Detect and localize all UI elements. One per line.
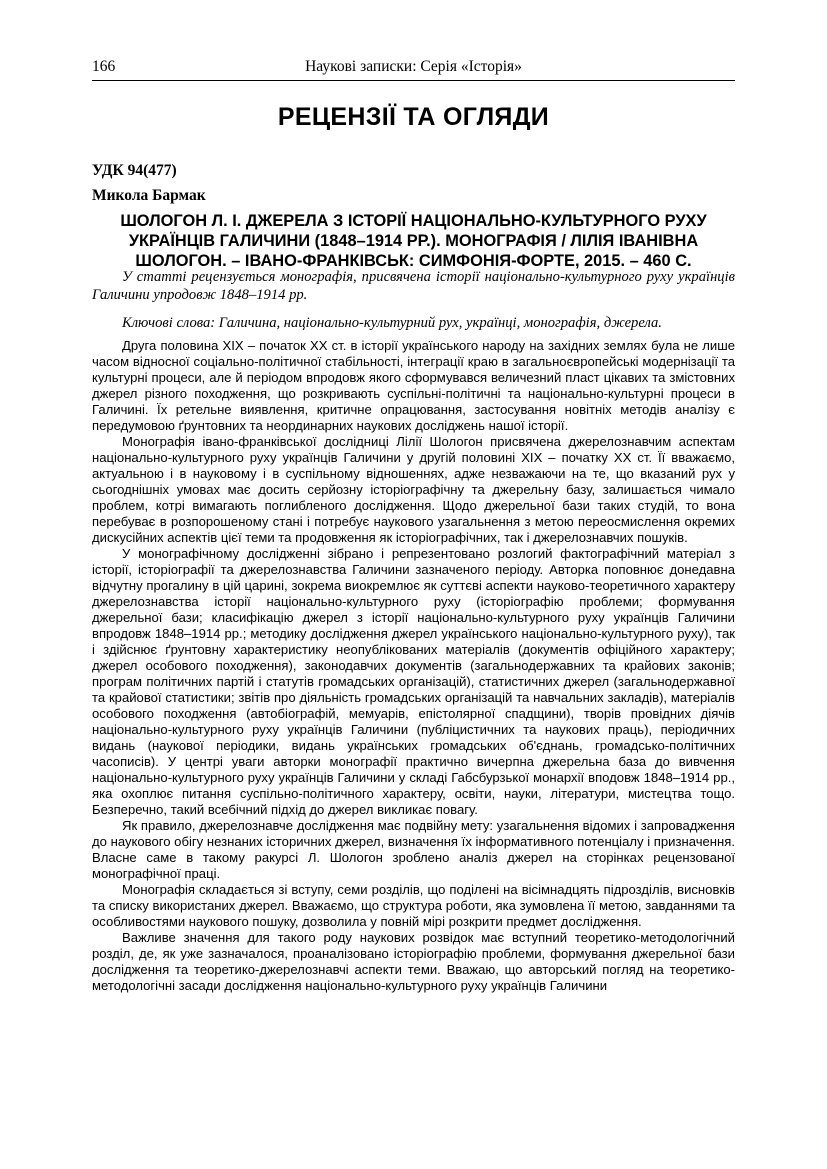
udk-code: УДК 94(477) (92, 162, 177, 179)
section-title: РЕЦЕНЗІЇ ТА ОГЛЯДИ (277, 103, 550, 131)
body-paragraph: Важливе значення для такого роду наукових розвідок має вступний теоретико-методологічний розділ, де, як уже зазначалося, проаналізовано історіографію проблеми, формування джерельної бази дослідження та теоретико-джерелознавчі аспекти теми. Вважаю, що авторський погляд на теоретико-методологічні засади дослідження національно-культурного руху українців Галичини (92, 930, 735, 993)
page-number: 166 (92, 58, 116, 75)
body-paragraph: У монографічному дослідженні зібрано і репрезентовано розлогий фактографічний матеріал з історії, історіографії та джерелознавства Галичини зазначеного періоду. Авторка поповнює донедавна відчутну прогалину в цій царині, зокрема виокремлює як суттєві аспекти науково-теоретичного характеру джерелознавства історії національно-культурного руху (історіографію проблеми; формування джерельної бази; класифікацію джерел з історії національно-культурного руху українців Галичини впродовж 1848–1914 рр.; методику дослідження джерел українського національно-культурного руху), так і здійснює ґрунтовну характеристику неопублікованих матеріалів (документів офіційного характеру; джерел особового походження), законодавчих документів (загальнодержавних та крайових законів; програм політичних партій і статутів громадських організацій), статистичних джерел (загальнодержавної та крайової статистики; звітів про діяльність громадських організацій та навчальних закладів), матеріалів особового походження (автобіографій, мемуарів, епістолярної спадщини), творів провідних діячів національно-культурного руху українців Галичини (публіцистичних та наукових праць), періодичних видань (наукової періодики, видань українських громадських об'єднань, громадсько-політичних часописів). У центрі уваги авторки монографії практично вичерпна джерельна база до вивчення національно-культурного руху українців Галичини у складі Габсбурзької монархії вподовж 1848–1914 рр., яка охоплює питання суспільно-політичного характеру, освіти, науки, літератури, мистецтва тощо. Безперечно, такий всебічний підхід до джерел викликає повагу. (92, 546, 735, 817)
author-name: Микола Бармак (92, 187, 206, 204)
journal-title: Наукові записки: Серія «Історія» (305, 58, 522, 75)
abstract: У статті рецензується монографія, присвячена історії національно-культурного руху українців Галичини упродовж 1848–1914 рр. (92, 269, 735, 303)
body-paragraph: Друга половина XIX – початок XX ст. в історії українського народу на західних землях була не лише часом відносної соціально-політичної стабільності, інтеграції краю в загальноєвропейські модернізації та культурні процеси, але й періодом впродовж якого сформувався величезний пласт цікавих та змістовних джерел різного походження, що розкривають суспільні-політичні та національно-культурні процеси в Галичині. Їх ретельне виявлення, критичне опрацювання, застосування новітніх методів аналізу є передумовою ґрунтовних та неординарних наукових досліджень нашої історії. (92, 338, 735, 433)
body-paragraph: Монографія івано-франківської дослідниці Лілії Шологон присвячена джерелознавчим аспектам національно-культурного руху українців Галичини у другій половині XIX – початку XX ст. Її вважаємо, актуальною і в науковому і в суспільному відношеннях, адже незважаючи на те, що вказаний рух у сьогоднішніх умовах має досить серйозну історіографічну та джерельну базу, залишається чимало проблем, котрі вимагають поглибленого дослідження. Щодо джерельної бази таких студій, то вона перебуває в розпорошеному стані і потребує наукового узагальнення з метою переосмислення окремих дискусійних аспектів цієї теми та продовження як історіографічних, так і джерелознавчих пошуків. (92, 434, 735, 545)
body-paragraph: Монографія складається зі вступу, семи розділів, що поділені на вісімнадцять підрозділів, висновків та списку використаних джерел. Вважаємо, що структура роботи, яка зумовлена її метою, завданнями та особливостями наукового пошуку, дозволила у повній мірі розкрити предмет дослідження. (92, 882, 735, 929)
article-title: ШОЛОГОН Л. І. ДЖЕРЕЛА З ІСТОРІЇ НАЦІОНАЛЬНО-КУЛЬТУРНОГО РУХУ УКРАЇНЦІВ ГАЛИЧИНИ (1848–1914 РР.). МОНОГРАФІЯ / ЛІЛІЯ ІВАНІВНА ШОЛОГОН. – ІВАНО-ФРАНКІВСЬК: СИМФОНІЯ-ФОРТЕ, 2015. – 460 С. (120, 212, 707, 270)
article-body (92, 338, 735, 994)
header-rule (92, 80, 735, 81)
keywords: Ключові слова: Галичина, національно-культурний рух, українці, монографія, джерела. (122, 315, 662, 331)
body-paragraph: Як правило, джерелознавче дослідження має подвійну мету: узагальнення відомих і запровадження до наукового обігу незнаних історичних джерел, визначення їх інформативного потенціалу і призначення. Власне саме в такому ракурсі Л. Шологон зроблено аналіз джерел на сторінках рецензованої монографічної праці. (92, 818, 735, 881)
running-header (92, 56, 735, 80)
